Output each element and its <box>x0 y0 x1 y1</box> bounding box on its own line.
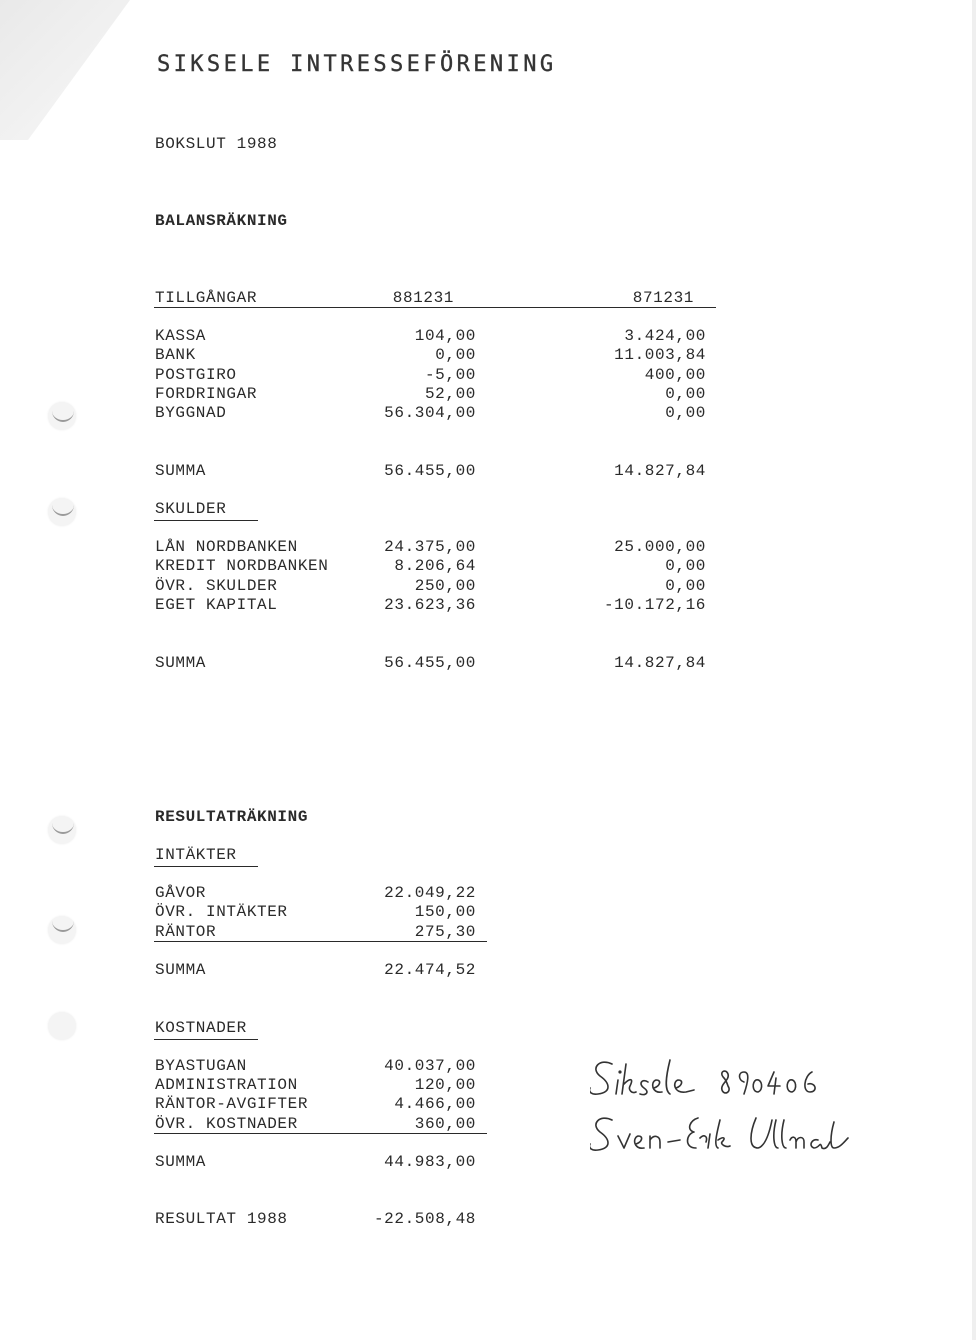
table-row <box>0 557 976 576</box>
row-value-b: 0,00 <box>665 404 706 422</box>
row-label: GÅVOR <box>155 884 207 902</box>
liabilities-underline <box>154 520 258 521</box>
row-value-a: 104,00 <box>414 327 476 345</box>
row-label: RÄNTOR <box>155 923 217 941</box>
liabilities-sum-row <box>0 654 976 673</box>
table-row <box>0 577 976 596</box>
result-value: -22.508,48 <box>373 1210 476 1228</box>
row-value-a: 150,00 <box>414 903 476 921</box>
table-row <box>0 346 976 365</box>
row-label: ÖVR. SKULDER <box>155 577 278 595</box>
result-label: RESULTAT 1988 <box>155 1210 288 1228</box>
row-value-b: 0,00 <box>665 577 706 595</box>
row-label: POSTGIRO <box>155 366 237 384</box>
row-label: BYGGNAD <box>155 404 227 422</box>
row-value-a: 52,00 <box>424 385 476 403</box>
costs-header: KOSTNADER <box>155 1019 247 1037</box>
sum-value-b: 14.827,84 <box>614 654 706 672</box>
document-title: SIKSELE INTRESSEFÖRENING <box>157 52 557 77</box>
row-value-a: -5,00 <box>424 366 476 384</box>
sum-value-a: 22.474,52 <box>384 961 476 979</box>
row-value-a: 24.375,00 <box>384 538 476 556</box>
row-value-b: 0,00 <box>665 385 706 403</box>
row-label: BANK <box>155 346 196 364</box>
table-row <box>0 366 976 385</box>
row-value-b: 3.424,00 <box>624 327 706 345</box>
assets-sum-row <box>0 462 976 481</box>
income-sum-row <box>0 961 976 980</box>
row-label: KASSA <box>155 327 207 345</box>
row-label: FORDRINGAR <box>155 385 258 403</box>
row-value-b: 0,00 <box>665 557 706 575</box>
row-value-a: 8.206,64 <box>394 557 476 575</box>
table-row <box>0 385 976 404</box>
row-value-a: 23.623,36 <box>384 596 476 614</box>
row-value-a: 120,00 <box>414 1076 476 1094</box>
income-total-rule <box>154 941 487 942</box>
row-label: KREDIT NORDBANKEN <box>155 557 329 575</box>
sum-value-a: 56.455,00 <box>384 462 476 480</box>
sum-value-a: 56.455,00 <box>384 654 476 672</box>
row-label: ÖVR. KOSTNADER <box>155 1115 298 1133</box>
assets-header-col-a: 881231 <box>392 289 454 307</box>
row-label: ÖVR. INTÄKTER <box>155 903 288 921</box>
row-value-a: 275,30 <box>414 923 476 941</box>
assets-header-col-b: 871231 <box>632 289 694 307</box>
document-subtitle: BOKSLUT 1988 <box>155 135 278 153</box>
handwritten-signature <box>590 1050 850 1160</box>
sum-value-b: 14.827,84 <box>614 462 706 480</box>
income-header: INTÄKTER <box>155 846 237 864</box>
income-underline <box>154 866 258 867</box>
row-value-b: 400,00 <box>644 366 706 384</box>
costs-total-rule <box>154 1133 487 1134</box>
row-value-b: 11.003,84 <box>614 346 706 364</box>
row-label: EGET KAPITAL <box>155 596 278 614</box>
sum-label: SUMMA <box>155 462 207 480</box>
table-row <box>0 538 976 557</box>
row-value-b: -10.172,16 <box>603 596 706 614</box>
table-row <box>0 327 976 346</box>
table-row <box>0 903 976 922</box>
row-value-a: 0,00 <box>435 346 476 364</box>
row-value-a: 250,00 <box>414 577 476 595</box>
row-value-a: 22.049,22 <box>384 884 476 902</box>
row-label: BYASTUGAN <box>155 1057 247 1075</box>
table-row <box>0 596 976 615</box>
liabilities-header: SKULDER <box>155 500 227 518</box>
assets-header-label: TILLGÅNGAR <box>155 289 258 307</box>
row-label: LÅN NORDBANKEN <box>155 538 298 556</box>
balance-heading: BALANSRÄKNING <box>155 212 288 230</box>
row-value-a: 56.304,00 <box>384 404 476 422</box>
sum-value-a: 44.983,00 <box>384 1153 476 1171</box>
assets-header-row <box>0 289 976 308</box>
result-final-row <box>0 1210 976 1229</box>
table-row <box>0 923 976 942</box>
result-heading: RESULTATRÄKNING <box>155 808 309 826</box>
folded-corner <box>0 0 130 140</box>
table-row <box>0 404 976 423</box>
sum-label: SUMMA <box>155 654 207 672</box>
row-label: ADMINISTRATION <box>155 1076 298 1094</box>
header-rule <box>154 307 716 308</box>
row-value-a: 4.466,00 <box>394 1095 476 1113</box>
sum-label: SUMMA <box>155 1153 207 1171</box>
row-value-b: 25.000,00 <box>614 538 706 556</box>
row-value-a: 360,00 <box>414 1115 476 1133</box>
costs-underline <box>154 1039 258 1040</box>
row-value-a: 40.037,00 <box>384 1057 476 1075</box>
sum-label: SUMMA <box>155 961 207 979</box>
punch-hole <box>48 1012 76 1040</box>
table-row <box>0 884 976 903</box>
row-label: RÄNTOR-AVGIFTER <box>155 1095 309 1113</box>
